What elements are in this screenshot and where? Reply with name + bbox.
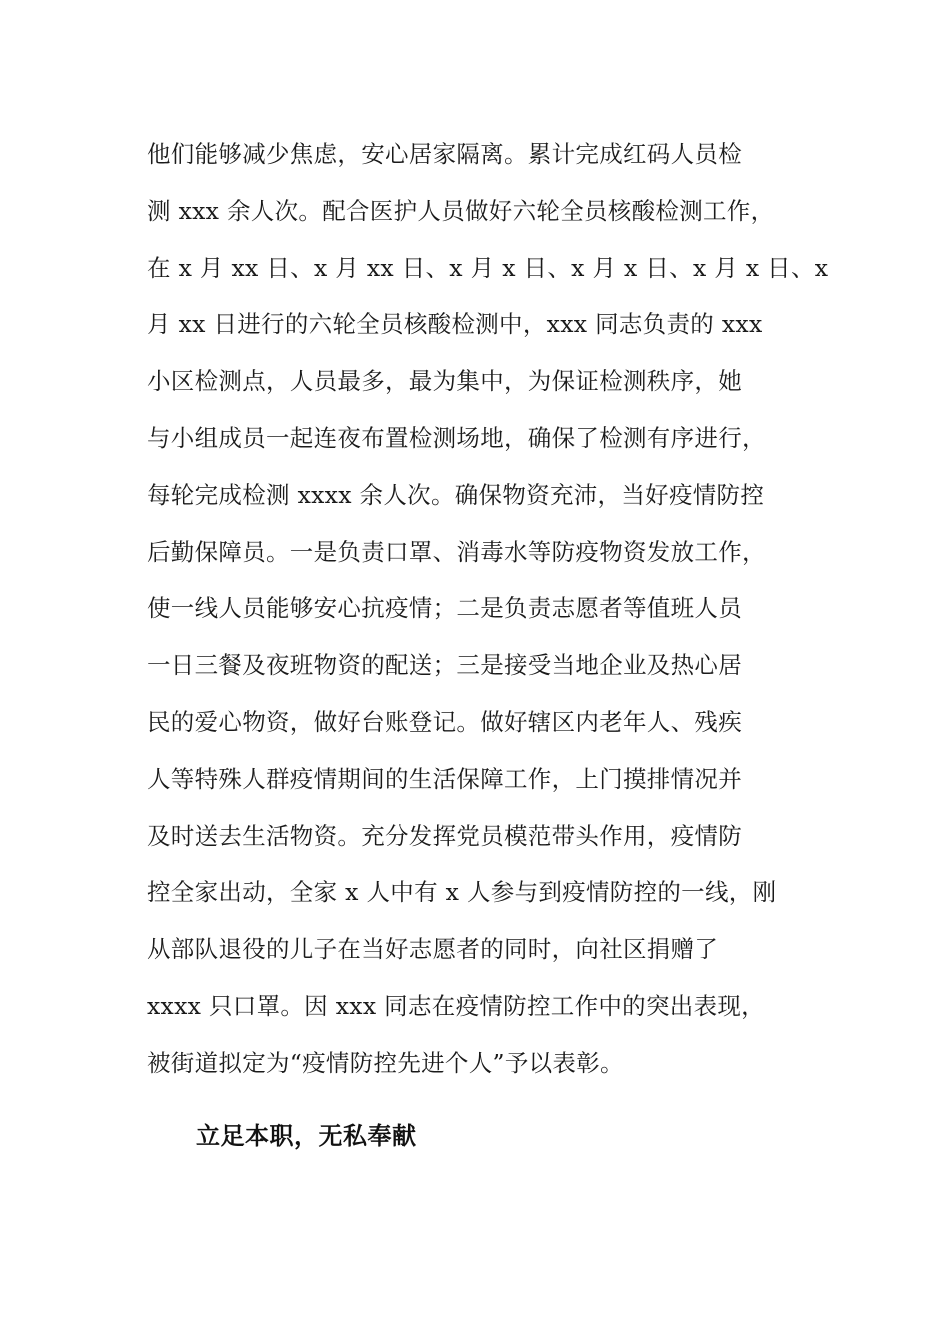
paragraph-line: 控全家出动，全家 x 人中有 x 人参与到疫情防控的一线，刚 xyxy=(147,878,777,907)
paragraph-line: 每轮完成检测 xxxx 余人次。确保物资充沛，当好疫情防控 xyxy=(147,480,765,509)
paragraph-line: xxxx 只口罩。因 xxx 同志在疫情防控工作中的突出表现， xyxy=(147,991,765,1020)
paragraph-line: 他们能够减少焦虑，安心居家隔离。累计完成红码人员检 xyxy=(147,140,742,168)
paragraph-line: 在 x 月 xx 日、x 月 xx 日、x 月 x 日、x 月 x 日、x 月 x 日、x xyxy=(147,253,829,282)
paragraph-line: 民的爱心物资，做好台账登记。做好辖区内老年人、残疾 xyxy=(147,707,742,736)
paragraph-line: 后勤保障员。一是负责口罩、消毒水等防疫物资发放工作， xyxy=(147,537,766,566)
paragraph-line: 人等特殊人群疫情期间的生活保障工作，上门摸排情况并 xyxy=(147,764,742,793)
body-paragraph xyxy=(147,126,829,1092)
paragraph-line: 使一线人员能够安心抗疫情；二是负责志愿者等值班人员 xyxy=(147,594,742,623)
paragraph-line: 与小组成员一起连夜布置检测场地，确保了检测有序进行， xyxy=(147,423,766,452)
section-heading: 立足本职，无私奉献 xyxy=(196,1121,417,1150)
paragraph-line: 从部队退役的儿子在当好志愿者的同时，向社区捐赠了 xyxy=(147,935,719,964)
paragraph-line: 一日三餐及夜班物资的配送；三是接受当地企业及热心居 xyxy=(147,651,742,680)
paragraph-line: 被街道拟定为“疫情防控先进个人”予以表彰。 xyxy=(147,1048,624,1077)
paragraph-line: 测 xxx 余人次。配合医护人员做好六轮全员核酸检测工作， xyxy=(147,196,775,225)
paragraph-line: 月 xx 日进行的六轮全员核酸检测中，xxx 同志负责的 xxx xyxy=(147,310,763,339)
paragraph-line: 小区检测点，人员最多，最为集中，为保证检测秩序，她 xyxy=(147,367,742,396)
paragraph-line: 及时送去生活物资。充分发挥党员模范带头作用，疫情防 xyxy=(147,821,742,850)
